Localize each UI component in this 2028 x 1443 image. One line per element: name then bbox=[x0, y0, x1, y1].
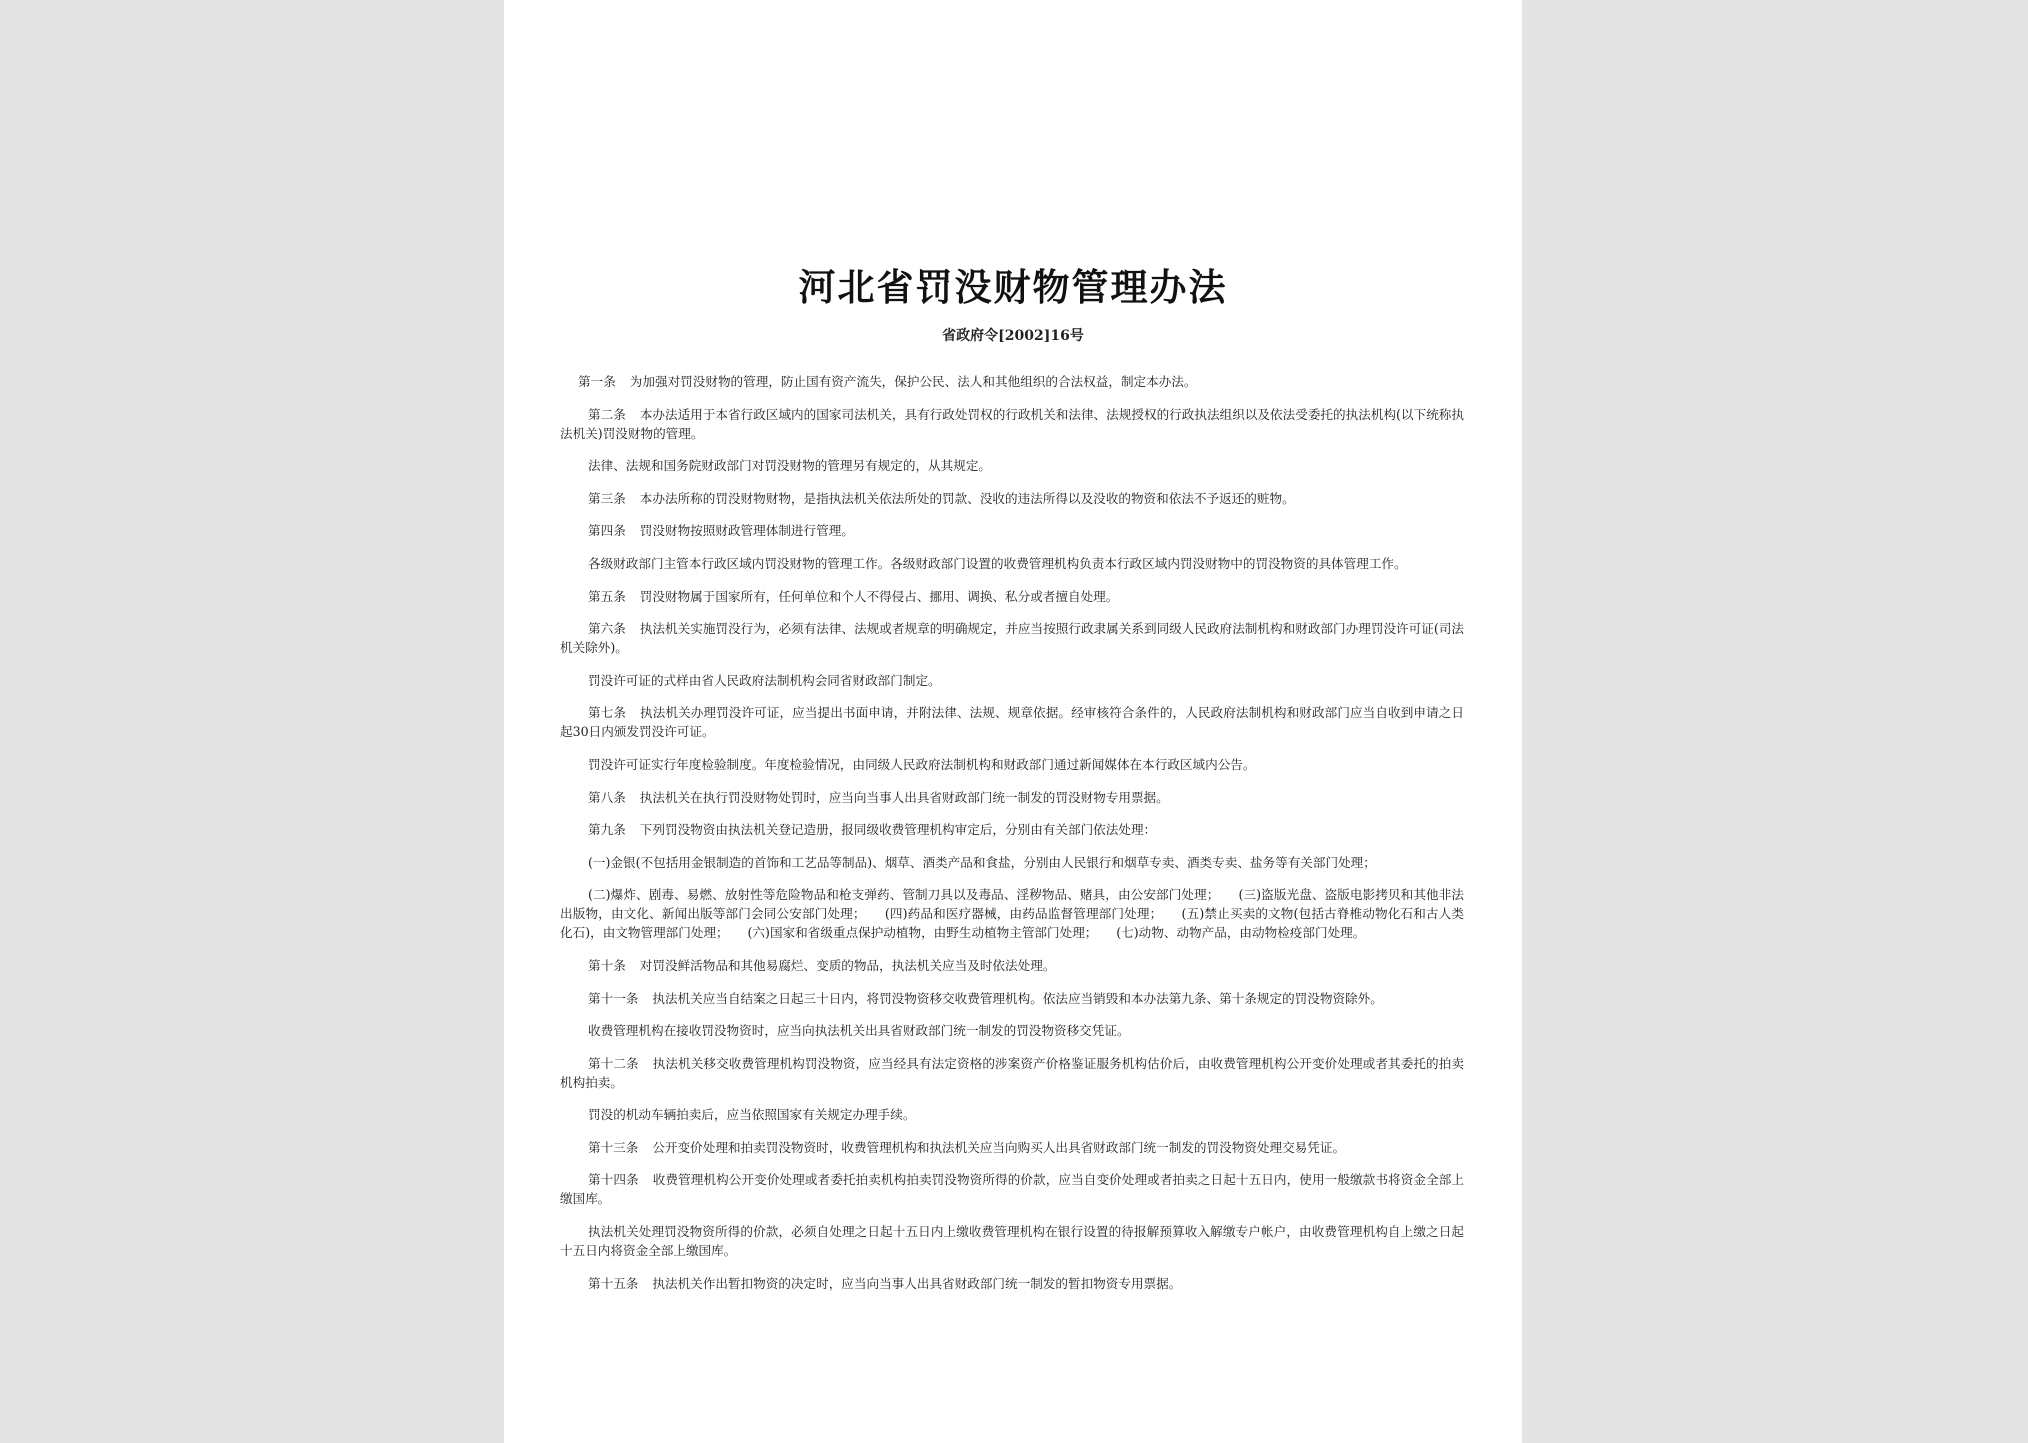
article-text: 执法机关在执行罚没财物处罚时，应当向当事人出具省财政部门统一制发的罚没财物专用票据。 bbox=[639, 789, 1169, 805]
article-label: 第十三条 bbox=[588, 1139, 639, 1155]
article-paragraph bbox=[560, 1138, 1464, 1157]
document-page bbox=[504, 0, 1522, 1443]
article-label: 第十一条 bbox=[588, 990, 639, 1006]
article-label: 第二条 bbox=[588, 406, 626, 422]
paragraph-text: 法律、法规和国务院财政部门对罚没财物的管理另有规定的，从其规定。 bbox=[588, 458, 991, 474]
paragraph-text: (一)金银(不包括用金银制造的首饰和工艺品等制品)、烟草、酒类产品和食盐，分别由人民银行和烟草专卖、酒类专卖、盐务等有关部门处理； bbox=[588, 854, 1376, 870]
paragraph-text: 执法机关处理罚没物资所得的价款，必须自处理之日起十五日内上缴收费管理机构在银行设置的待报解预算收入解缴专户帐户，由收费管理机构自上缴之日起十五日内将资金全部上缴国库。 bbox=[560, 1224, 1464, 1259]
article-text: 执法机关应当自结案之日起三十日内，将罚没物资移交收费管理机构。依法应当销毁和本办法第九条、第十条规定的罚没物资除外。 bbox=[652, 990, 1383, 1006]
paragraph bbox=[560, 853, 1464, 872]
article-text: 本办法适用于本省行政区域内的国家司法机关，具有行政处罚权的行政机关和法律、法规授权的行政执法组织以及依法受委托的执法机构(以下统称执法机关)罚没财物的管理。 bbox=[560, 406, 1464, 441]
article-paragraph bbox=[560, 956, 1464, 975]
article-text: 执法机关实施罚没行为，必须有法律、法规或者规章的明确规定，并应当按照行政隶属关系到同级人民政府法制机构和财政部门办理罚没许可证(司法机关除外)。 bbox=[560, 621, 1464, 656]
article-paragraph bbox=[560, 372, 1464, 391]
article-label: 第九条 bbox=[588, 822, 626, 838]
paragraph bbox=[560, 1021, 1464, 1040]
article-paragraph bbox=[560, 521, 1464, 540]
paragraph bbox=[560, 456, 1464, 475]
paragraph-text: (二)爆炸、剧毒、易燃、放射性等危险物品和枪支弹药、管制刀具以及毒品、淫秽物品、赌具，由公安部门处理； (三)盗版光盘、盗版电影拷贝和其他非法出版物，由文化、新闻出版等部门会同公安部门处理； (四)药品和医疗器械，由药品监督管理部门处理； (五)禁止买卖的文物(包括古脊椎动物化石和古人类化石)，由文物管理部门处理； (六)国家和省级重点保护动植物，由野生动植物主管部门处理； (七)动物、动物产品，由动物检疫部门处理。 bbox=[560, 887, 1464, 941]
document-number: 省政府令[2002]16号 bbox=[942, 328, 1084, 344]
paragraph-text: 罚没的机动车辆拍卖后，应当依照国家有关规定办理手续。 bbox=[588, 1107, 916, 1123]
article-paragraph bbox=[560, 1054, 1464, 1092]
article-paragraph bbox=[560, 587, 1464, 606]
paragraph-text: 各级财政部门主管本行政区域内罚没财物的管理工作。各级财政部门设置的收费管理机构负责本行政区域内罚没财物中的罚没物资的具体管理工作。 bbox=[588, 555, 1407, 571]
article-text: 本办法所称的罚没财物财物，是指执法机关依法所处的罚款、没收的违法所得以及没收的物资和依法不予返还的赃物。 bbox=[639, 490, 1295, 506]
article-paragraph bbox=[560, 820, 1464, 839]
article-text: 执法机关移交收费管理机构罚没物资，应当经具有法定资格的涉案资产价格鉴证服务机构估价后，由收费管理机构公开变价处理或者其委托的拍卖机构拍卖。 bbox=[560, 1055, 1465, 1090]
article-label: 第十五条 bbox=[588, 1275, 639, 1291]
paragraph-text: 罚没许可证实行年度检验制度。年度检验情况，由同级人民政府法制机构和财政部门通过新闻媒体在本行政区域内公告。 bbox=[588, 756, 1256, 772]
paragraph bbox=[560, 1222, 1464, 1260]
article-paragraph bbox=[560, 703, 1464, 741]
article-text: 为加强对罚没财物的管理，防止国有资产流失，保护公民、法人和其他组织的合法权益，制定本办法。 bbox=[629, 374, 1197, 389]
article-label: 第七条 bbox=[588, 705, 627, 721]
article-label: 第六条 bbox=[588, 621, 626, 637]
article-text: 执法机关办理罚没许可证，应当提出书面申请，并附法律、法规、规章依据。经审核符合条件的，人民政府法制机构和财政部门应当自收到申请之日起30日内颁发罚没许可证。 bbox=[560, 705, 1465, 740]
article-text: 罚没财物按照财政管理体制进行管理。 bbox=[639, 523, 854, 539]
paragraph bbox=[560, 885, 1464, 942]
article-text: 公开变价处理和拍卖罚没物资时，收费管理机构和执法机关应当向购买人出具省财政部门统一制发的罚没物资处理交易凭证。 bbox=[652, 1139, 1346, 1155]
article-paragraph bbox=[560, 405, 1464, 443]
article-label: 第五条 bbox=[588, 588, 626, 604]
article-paragraph bbox=[560, 489, 1464, 508]
document-body bbox=[560, 372, 1464, 1306]
article-label: 第十条 bbox=[588, 957, 626, 973]
paragraph bbox=[560, 671, 1464, 690]
paragraph-text: 收费管理机构在接收罚没物资时，应当向执法机关出具省财政部门统一制发的罚没物资移交凭证。 bbox=[588, 1023, 1130, 1039]
article-label: 第四条 bbox=[588, 523, 626, 539]
paragraph bbox=[560, 1105, 1464, 1124]
paragraph bbox=[560, 755, 1464, 774]
article-paragraph bbox=[560, 989, 1464, 1008]
article-label: 第一条 bbox=[578, 374, 616, 389]
article-label: 第十二条 bbox=[588, 1055, 639, 1071]
article-label: 第三条 bbox=[588, 490, 626, 506]
article-label: 第十四条 bbox=[588, 1172, 639, 1188]
article-text: 收费管理机构公开变价处理或者委托拍卖机构拍卖罚没物资所得的价款，应当自变价处理或者拍卖之日起十五日内，使用一般缴款书将资金全部上缴国库。 bbox=[560, 1172, 1465, 1207]
document-title: 河北省罚没财物管理办法 bbox=[798, 265, 1228, 309]
article-paragraph bbox=[560, 619, 1464, 657]
article-text: 下列罚没物资由执法机关登记造册，报同级收费管理机构审定后，分别由有关部门依法处理： bbox=[639, 822, 1157, 838]
article-text: 执法机关作出暂扣物资的决定时，应当向当事人出具省财政部门统一制发的暂扣物资专用票据。 bbox=[652, 1275, 1182, 1291]
article-paragraph bbox=[560, 1274, 1464, 1293]
article-text: 对罚没鲜活物品和其他易腐烂、变质的物品，执法机关应当及时依法处理。 bbox=[639, 957, 1056, 973]
article-text: 罚没财物属于国家所有，任何单位和个人不得侵占、挪用、调换、私分或者擅自处理。 bbox=[639, 588, 1119, 604]
paragraph bbox=[560, 554, 1464, 573]
article-label: 第八条 bbox=[588, 789, 626, 805]
article-paragraph bbox=[560, 1170, 1464, 1208]
article-paragraph bbox=[560, 788, 1464, 807]
paragraph-text: 罚没许可证的式样由省人民政府法制机构会同省财政部门制定。 bbox=[588, 672, 941, 688]
